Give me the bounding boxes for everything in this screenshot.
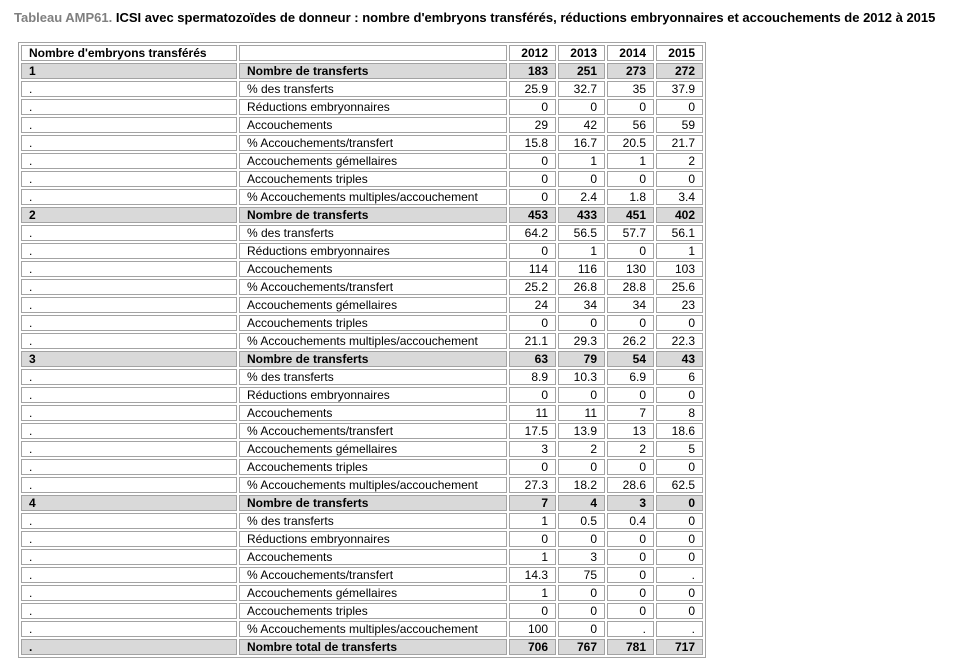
- row-id-cell: .: [21, 405, 237, 421]
- total-row: [21, 639, 703, 655]
- table-row: [21, 117, 703, 133]
- value-cell: 0: [558, 387, 605, 403]
- row-label-cell: Nombre de transferts: [239, 63, 507, 79]
- value-cell: 433: [558, 207, 605, 223]
- value-cell: 29: [509, 117, 556, 133]
- row-id-cell: .: [21, 261, 237, 277]
- table-row: [21, 531, 703, 547]
- value-cell: 23: [656, 297, 703, 313]
- value-cell: 0: [509, 387, 556, 403]
- value-cell: 18.2: [558, 477, 605, 493]
- table-row: [21, 405, 703, 421]
- table-row: [21, 81, 703, 97]
- row-label-cell: Accouchements gémellaires: [239, 585, 507, 601]
- value-cell: 0: [509, 171, 556, 187]
- value-cell: 0: [607, 171, 654, 187]
- row-id-cell: 2: [21, 207, 237, 223]
- value-cell: 26.8: [558, 279, 605, 295]
- value-cell: 183: [509, 63, 556, 79]
- row-id-cell: .: [21, 117, 237, 133]
- value-cell: 6: [656, 369, 703, 385]
- page-title: [14, 10, 935, 25]
- value-cell: 2.4: [558, 189, 605, 205]
- row-id-cell: .: [21, 387, 237, 403]
- value-cell: 0: [558, 585, 605, 601]
- row-label-cell: Réductions embryonnaires: [239, 387, 507, 403]
- row-label-cell: Réductions embryonnaires: [239, 99, 507, 115]
- value-cell: 0: [509, 189, 556, 205]
- value-cell: 3: [607, 495, 654, 511]
- table-row: [21, 243, 703, 259]
- value-cell: 56.1: [656, 225, 703, 241]
- value-cell: 17.5: [509, 423, 556, 439]
- row-id-cell: .: [21, 333, 237, 349]
- table-row: [21, 333, 703, 349]
- value-cell: 130: [607, 261, 654, 277]
- corner-header-cell: Nombre d'embryons transférés: [21, 45, 237, 61]
- value-cell: 24: [509, 297, 556, 313]
- value-cell: 0: [656, 531, 703, 547]
- table-title-text: ICSI avec spermatozoïdes de donneur : nombre d'embryons transférés, réductions embryonnaires et accouchements de 2012 à 2015: [115, 10, 936, 25]
- value-cell: 103: [656, 261, 703, 277]
- value-cell: 79: [558, 351, 605, 367]
- table-row: [21, 423, 703, 439]
- value-cell: 0: [656, 171, 703, 187]
- value-cell: 0: [607, 585, 654, 601]
- value-cell: 0: [558, 603, 605, 619]
- value-cell: 0: [509, 99, 556, 115]
- group-header-row: [21, 207, 703, 223]
- row-id-cell: 4: [21, 495, 237, 511]
- row-label-cell: % Accouchements multiples/accouchement: [239, 621, 507, 637]
- row-id-cell: .: [21, 315, 237, 331]
- value-cell: 21.1: [509, 333, 556, 349]
- table-row: [21, 621, 703, 637]
- value-cell: 59: [656, 117, 703, 133]
- value-cell: 13: [607, 423, 654, 439]
- label-header-cell: [239, 45, 507, 61]
- value-cell: 16.7: [558, 135, 605, 151]
- value-cell: 0: [558, 99, 605, 115]
- year-header-cell: 2014: [607, 45, 654, 61]
- value-cell: 37.9: [656, 81, 703, 97]
- row-id-cell: .: [21, 531, 237, 547]
- value-cell: .: [656, 567, 703, 583]
- value-cell: 0: [607, 531, 654, 547]
- value-cell: 5: [656, 441, 703, 457]
- value-cell: 451: [607, 207, 654, 223]
- table-row: [21, 549, 703, 565]
- row-label-cell: % Accouchements multiples/accouchement: [239, 477, 507, 493]
- row-id-cell: .: [21, 585, 237, 601]
- value-cell: 0: [509, 153, 556, 169]
- row-label-cell: % Accouchements/transfert: [239, 567, 507, 583]
- value-cell: 0: [656, 585, 703, 601]
- table-row: [21, 297, 703, 313]
- value-cell: 0: [509, 531, 556, 547]
- value-cell: 767: [558, 639, 605, 655]
- value-cell: 75: [558, 567, 605, 583]
- value-cell: 0: [509, 315, 556, 331]
- value-cell: 63: [509, 351, 556, 367]
- value-cell: 1: [558, 153, 605, 169]
- value-cell: 14.3: [509, 567, 556, 583]
- row-label-cell: % Accouchements/transfert: [239, 423, 507, 439]
- value-cell: 0: [607, 99, 654, 115]
- row-label-cell: Accouchements: [239, 405, 507, 421]
- value-cell: 32.7: [558, 81, 605, 97]
- value-cell: 0: [607, 567, 654, 583]
- table-row: [21, 279, 703, 295]
- row-id-cell: .: [21, 639, 237, 655]
- row-id-cell: .: [21, 135, 237, 151]
- table-row: [21, 261, 703, 277]
- row-id-cell: .: [21, 171, 237, 187]
- value-cell: 3: [558, 549, 605, 565]
- table-row: [21, 477, 703, 493]
- value-cell: 21.7: [656, 135, 703, 151]
- row-label-cell: Accouchements triples: [239, 603, 507, 619]
- row-label-cell: Accouchements: [239, 549, 507, 565]
- table-row: [21, 189, 703, 205]
- row-id-cell: .: [21, 153, 237, 169]
- value-cell: 0.4: [607, 513, 654, 529]
- group-header-row: [21, 351, 703, 367]
- value-cell: 0: [607, 387, 654, 403]
- table-body: [21, 45, 703, 655]
- value-cell: 34: [558, 297, 605, 313]
- value-cell: 706: [509, 639, 556, 655]
- value-cell: 29.3: [558, 333, 605, 349]
- value-cell: 3: [509, 441, 556, 457]
- row-label-cell: % des transferts: [239, 513, 507, 529]
- value-cell: 15.8: [509, 135, 556, 151]
- row-label-cell: Réductions embryonnaires: [239, 531, 507, 547]
- year-header-cell: 2012: [509, 45, 556, 61]
- value-cell: 1: [558, 243, 605, 259]
- value-cell: 8: [656, 405, 703, 421]
- value-cell: 251: [558, 63, 605, 79]
- value-cell: 272: [656, 63, 703, 79]
- value-cell: 43: [656, 351, 703, 367]
- value-cell: 0: [607, 243, 654, 259]
- table-row: [21, 513, 703, 529]
- value-cell: 0: [558, 171, 605, 187]
- value-cell: 0: [509, 603, 556, 619]
- value-cell: 0: [656, 513, 703, 529]
- value-cell: 18.6: [656, 423, 703, 439]
- row-id-cell: .: [21, 297, 237, 313]
- value-cell: 0: [607, 315, 654, 331]
- value-cell: 1.8: [607, 189, 654, 205]
- row-label-cell: Accouchements: [239, 117, 507, 133]
- value-cell: 42: [558, 117, 605, 133]
- year-header-cell: 2013: [558, 45, 605, 61]
- value-cell: 402: [656, 207, 703, 223]
- value-cell: 0: [558, 621, 605, 637]
- value-cell: 0: [509, 459, 556, 475]
- value-cell: 116: [558, 261, 605, 277]
- value-cell: 20.5: [607, 135, 654, 151]
- row-label-cell: Accouchements gémellaires: [239, 297, 507, 313]
- value-cell: 114: [509, 261, 556, 277]
- value-cell: 0: [607, 549, 654, 565]
- value-cell: 0: [656, 495, 703, 511]
- value-cell: 22.3: [656, 333, 703, 349]
- table-row: [21, 567, 703, 583]
- value-cell: 7: [607, 405, 654, 421]
- value-cell: 0: [607, 459, 654, 475]
- value-cell: 54: [607, 351, 654, 367]
- value-cell: 35: [607, 81, 654, 97]
- table-row: [21, 171, 703, 187]
- row-label-cell: Accouchements triples: [239, 459, 507, 475]
- value-cell: 25.9: [509, 81, 556, 97]
- data-table: [18, 42, 706, 658]
- row-id-cell: .: [21, 603, 237, 619]
- value-cell: 0: [656, 315, 703, 331]
- value-cell: 13.9: [558, 423, 605, 439]
- row-label-cell: % Accouchements/transfert: [239, 135, 507, 151]
- value-cell: .: [607, 621, 654, 637]
- value-cell: 100: [509, 621, 556, 637]
- value-cell: 62.5: [656, 477, 703, 493]
- table-row: [21, 315, 703, 331]
- table-row: [21, 459, 703, 475]
- row-id-cell: 3: [21, 351, 237, 367]
- row-label-cell: % Accouchements/transfert: [239, 279, 507, 295]
- row-label-cell: Accouchements: [239, 261, 507, 277]
- row-label-cell: Réductions embryonnaires: [239, 243, 507, 259]
- table-row: [21, 225, 703, 241]
- row-label-cell: Nombre de transferts: [239, 351, 507, 367]
- row-label-cell: Nombre total de transferts: [239, 639, 507, 655]
- row-label-cell: Accouchements triples: [239, 315, 507, 331]
- value-cell: 25.6: [656, 279, 703, 295]
- value-cell: 2: [656, 153, 703, 169]
- row-id-cell: .: [21, 549, 237, 565]
- row-id-cell: .: [21, 243, 237, 259]
- row-id-cell: .: [21, 459, 237, 475]
- value-cell: 57.7: [607, 225, 654, 241]
- value-cell: 0: [558, 315, 605, 331]
- value-cell: 1: [509, 585, 556, 601]
- row-id-cell: .: [21, 423, 237, 439]
- row-label-cell: Accouchements gémellaires: [239, 153, 507, 169]
- value-cell: 0: [656, 387, 703, 403]
- row-id-cell: .: [21, 477, 237, 493]
- value-cell: 1: [509, 513, 556, 529]
- table-row: [21, 585, 703, 601]
- value-cell: 1: [509, 549, 556, 565]
- value-cell: 10.3: [558, 369, 605, 385]
- value-cell: 2: [607, 441, 654, 457]
- row-label-cell: % Accouchements multiples/accouchement: [239, 333, 507, 349]
- value-cell: 25.2: [509, 279, 556, 295]
- value-cell: 0: [656, 459, 703, 475]
- row-label-cell: Accouchements gémellaires: [239, 441, 507, 457]
- table-row: [21, 135, 703, 151]
- row-id-cell: .: [21, 513, 237, 529]
- row-id-cell: .: [21, 567, 237, 583]
- value-cell: 273: [607, 63, 654, 79]
- value-cell: 34: [607, 297, 654, 313]
- table-number-label: Tableau AMP61.: [14, 10, 113, 25]
- value-cell: 1: [607, 153, 654, 169]
- row-label-cell: % Accouchements multiples/accouchement: [239, 189, 507, 205]
- value-cell: 717: [656, 639, 703, 655]
- table-row: [21, 603, 703, 619]
- row-id-cell: .: [21, 621, 237, 637]
- value-cell: 0: [656, 549, 703, 565]
- table-row: [21, 441, 703, 457]
- group-header-row: [21, 495, 703, 511]
- row-label-cell: Accouchements triples: [239, 171, 507, 187]
- value-cell: 781: [607, 639, 654, 655]
- value-cell: 0: [558, 459, 605, 475]
- value-cell: 453: [509, 207, 556, 223]
- table-row: [21, 387, 703, 403]
- table-row: [21, 99, 703, 115]
- value-cell: 26.2: [607, 333, 654, 349]
- header-row: [21, 45, 703, 61]
- value-cell: 64.2: [509, 225, 556, 241]
- value-cell: 56: [607, 117, 654, 133]
- value-cell: 0: [656, 603, 703, 619]
- value-cell: 8.9: [509, 369, 556, 385]
- value-cell: 0.5: [558, 513, 605, 529]
- row-id-cell: 1: [21, 63, 237, 79]
- row-id-cell: .: [21, 369, 237, 385]
- row-label-cell: Nombre de transferts: [239, 495, 507, 511]
- value-cell: .: [656, 621, 703, 637]
- value-cell: 11: [558, 405, 605, 421]
- value-cell: 7: [509, 495, 556, 511]
- value-cell: 11: [509, 405, 556, 421]
- row-id-cell: .: [21, 81, 237, 97]
- value-cell: 3.4: [656, 189, 703, 205]
- row-label-cell: % des transferts: [239, 81, 507, 97]
- value-cell: 0: [656, 99, 703, 115]
- group-header-row: [21, 63, 703, 79]
- row-id-cell: .: [21, 189, 237, 205]
- table-row: [21, 153, 703, 169]
- value-cell: 28.6: [607, 477, 654, 493]
- value-cell: 0: [509, 243, 556, 259]
- value-cell: 0: [607, 603, 654, 619]
- value-cell: 0: [558, 531, 605, 547]
- row-label-cell: % des transferts: [239, 225, 507, 241]
- value-cell: 4: [558, 495, 605, 511]
- row-id-cell: .: [21, 99, 237, 115]
- row-id-cell: .: [21, 279, 237, 295]
- value-cell: 6.9: [607, 369, 654, 385]
- row-id-cell: .: [21, 441, 237, 457]
- year-header-cell: 2015: [656, 45, 703, 61]
- value-cell: 1: [656, 243, 703, 259]
- row-id-cell: .: [21, 225, 237, 241]
- row-label-cell: Nombre de transferts: [239, 207, 507, 223]
- value-cell: 2: [558, 441, 605, 457]
- value-cell: 28.8: [607, 279, 654, 295]
- value-cell: 56.5: [558, 225, 605, 241]
- row-label-cell: % des transferts: [239, 369, 507, 385]
- table-row: [21, 369, 703, 385]
- value-cell: 27.3: [509, 477, 556, 493]
